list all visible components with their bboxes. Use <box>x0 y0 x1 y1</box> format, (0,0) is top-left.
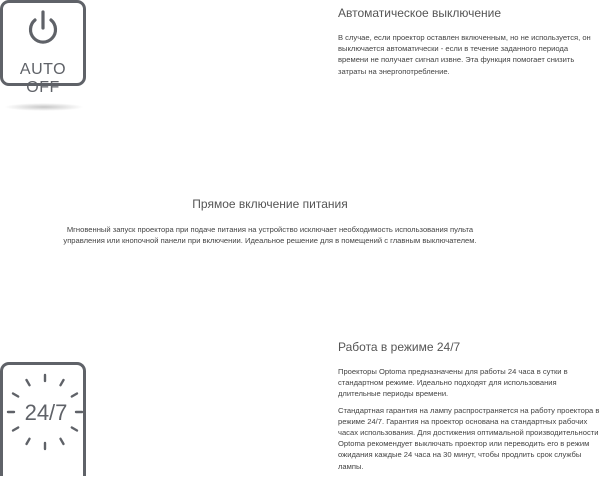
operation-247-paragraph-1: Проекторы Optoma предназначены для работы 24 часа в сутки в стандартном режиме. Идеально подходят для использования длительные периоды времени. <box>338 367 568 399</box>
direct-power-on-section <box>60 197 480 246</box>
operation-247-section <box>338 340 600 472</box>
direct-power-on-title: Прямое включение питания <box>192 197 348 211</box>
clock-tick <box>13 428 18 431</box>
auto-off-description: В случае, если проектор оставлен включенным, но не используется, он выключается автоматически - если в течение заданного периода времени не получает сигнал извне. Эта функция помогает снизить затраты на энергопотребление. <box>338 33 591 76</box>
direct-power-on-description: Мгновенный запуск проектора при подаче питания на устройство исключает необходимость использования пульта управления или кнопочной панели при включении. Идеальное решение для в помещений с главным выключателем. <box>63 225 477 246</box>
clock-tick <box>61 439 64 444</box>
clock-tick <box>72 394 77 397</box>
operation-247-title: Работа в режиме 24/7 <box>338 340 461 354</box>
auto-off-icon <box>0 0 86 96</box>
clock-tick <box>61 380 64 385</box>
clock-247-label: 24/7 <box>24 400 68 425</box>
auto-off-title: Автоматическое выключение <box>338 6 502 20</box>
power-icon <box>26 9 60 49</box>
operation-247-paragraph-2: Стандартная гарантия на лампу распространяется на работу проектора в режиме 24/7. Гарантия на проектор основана на стандартных рабочих часах использования. Для достижения оптимальной производительности Optoma рекомендует выключать проектор или переводить его в режим ожидания каждые 24 часа на 30 минут, чтобы продлить срок службы лампы. <box>338 405 600 471</box>
clock-tick <box>13 394 18 397</box>
auto-off-section <box>338 6 600 77</box>
clock-247-icon <box>0 362 86 476</box>
clock-tick <box>72 428 77 431</box>
clock-tick <box>27 439 30 444</box>
clock-face <box>3 365 83 479</box>
clock-tick <box>27 380 30 385</box>
icon-shadow <box>4 103 84 111</box>
auto-off-icon-label: AUTO OFF <box>19 61 67 96</box>
